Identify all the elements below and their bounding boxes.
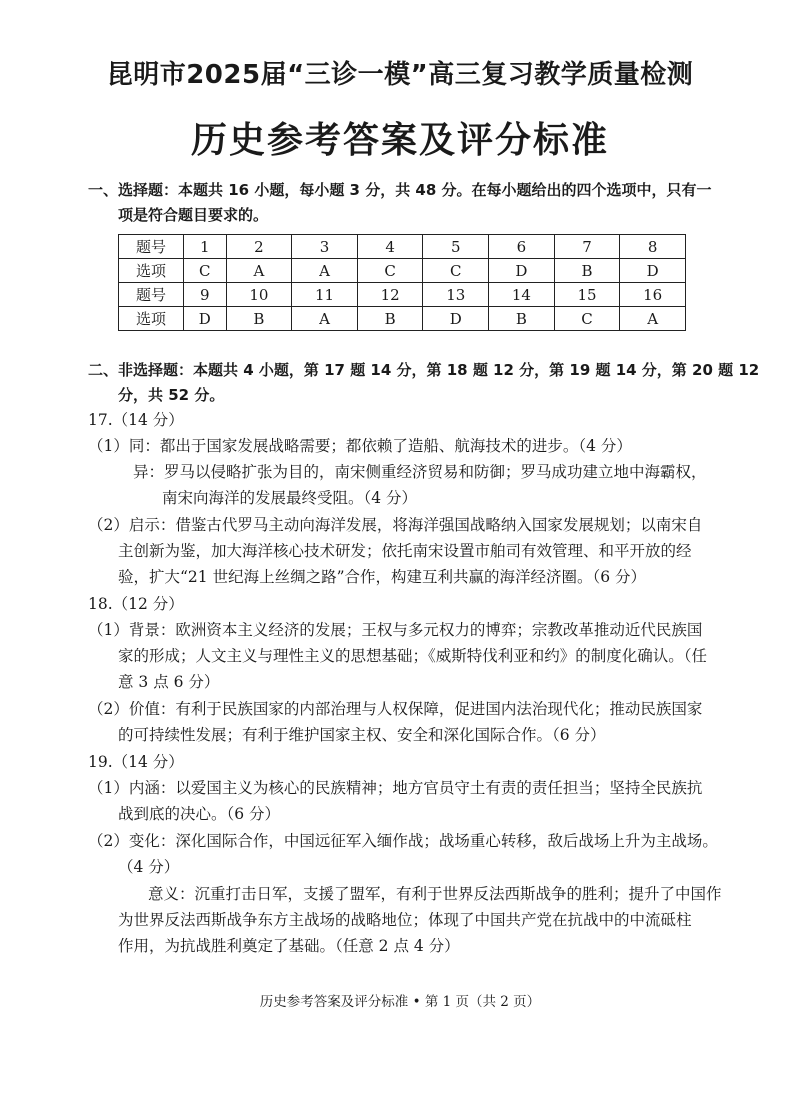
table-cell: C xyxy=(423,259,489,283)
q19-part1-line1: （1）内涵：以爱国主义为核心的民族精神；地方官员守土有责的责任担当；坚持全民族抗 xyxy=(88,779,703,797)
table-cell: 15 xyxy=(554,283,620,307)
table-cell: B xyxy=(489,307,555,331)
table-cell: D xyxy=(620,259,686,283)
q17-part2-line2: 主创新为鉴，加大海洋核心技术研发；依托南宋设置市舶司有效管理、和平开放的经 xyxy=(118,542,692,560)
document-title: 历史参考答案及评分标准 xyxy=(190,120,609,161)
table-cell: A xyxy=(292,307,358,331)
table-cell: A xyxy=(620,307,686,331)
table-cell: B xyxy=(357,307,423,331)
table-cell: 6 xyxy=(489,235,555,259)
table-cell: 13 xyxy=(423,283,489,307)
table-cell: 4 xyxy=(357,235,423,259)
q19-part1-line2: 战到底的决心。（6 分） xyxy=(118,805,281,823)
table-row xyxy=(119,283,686,307)
table-cell: C xyxy=(184,259,227,283)
table-cell: C xyxy=(357,259,423,283)
table-cell: D xyxy=(423,307,489,331)
q17-part1-line3: 南宋向海洋的发展最终受阻。（4 分） xyxy=(162,489,418,507)
table-cell: 10 xyxy=(226,283,292,307)
q19-title: 19.（14 分） xyxy=(88,753,184,771)
table-row xyxy=(119,259,686,283)
table-cell: 1 xyxy=(184,235,227,259)
section2-heading-line2: 分，共 52 分。 xyxy=(118,386,225,404)
table-cell: 3 xyxy=(292,235,358,259)
table-cell: 7 xyxy=(554,235,620,259)
page-footer: 历史参考答案及评分标准 • 第 1 页（共 2 页） xyxy=(259,994,541,1010)
table-cell: 9 xyxy=(184,283,227,307)
q19-part3-line2: 为世界反法西斯战争东方主战场的战略地位；体现了中国共产党在抗战中的中流砥柱 xyxy=(118,911,692,929)
q17-part2-line1: （2）启示：借鉴古代罗马主动向海洋发展，将海洋强国战略纳入国家发展规划；以南宋自 xyxy=(88,516,703,534)
q19-part3-line1: 意义：沉重打击日军，支援了盟军，有利于世界反法西斯战争的胜利；提升了中国作 xyxy=(148,885,722,903)
q17-part1-line1: （1）同：都出于国家发展战略需要；都依赖了造船、航海技术的进步。（4 分） xyxy=(88,437,632,455)
q18-part2-line2: 的可持续性发展；有利于维护国家主权、安全和深化国际合作。（6 分） xyxy=(118,726,606,744)
table-cell: A xyxy=(226,259,292,283)
table-cell: C xyxy=(554,307,620,331)
q18-part2-line1: （2）价值：有利于民族国家的内部治理与人权保障，促进国内法治现代化；推动民族国家 xyxy=(88,700,703,718)
table-cell: 5 xyxy=(423,235,489,259)
table-cell: B xyxy=(554,259,620,283)
table-cell: 16 xyxy=(620,283,686,307)
exam-title: 昆明市2025届“三诊一模”高三复习教学质量检测 xyxy=(106,60,694,90)
table-cell: 11 xyxy=(292,283,358,307)
q18-part1-line3: 意 3 点 6 分） xyxy=(118,673,220,691)
section2-heading-line1: 二、非选择题：本题共 4 小题，第 17 题 14 分，第 18 题 12 分，第 19 题 14 分，第 20 题 12 xyxy=(88,361,760,379)
table-cell: 14 xyxy=(489,283,555,307)
q18-part1-line1: （1）背景：欧洲资本主义经济的发展；王权与多元权力的博弈；宗教改革推动近代民族国 xyxy=(88,621,703,639)
section1-heading-line1: 一、选择题：本题共 16 小题，每小题 3 分，共 48 分。在每小题给出的四个选项中，只有一 xyxy=(88,181,712,199)
q19-part2-line1: （2）变化：深化国际合作，中国远征军入缅作战；战场重心转移，敌后战场上升为主战场。 xyxy=(88,832,718,850)
table-cell: 2 xyxy=(226,235,292,259)
table-row xyxy=(119,235,686,259)
q17-title: 17.（14 分） xyxy=(88,411,184,429)
table-row xyxy=(119,307,686,331)
table-cell: 选项 xyxy=(119,259,184,283)
q17-part1-line2: 异：罗马以侵略扩张为目的，南宋侧重经济贸易和防御；罗马成功建立地中海霸权， xyxy=(133,463,707,481)
section1-heading-line2: 项是符合题目要求的。 xyxy=(118,206,269,224)
q18-part1-line2: 家的形成；人文主义与理性主义的思想基础；《威斯特伐利亚和约》的制度化确认。（任 xyxy=(118,647,708,665)
table-cell: 题号 xyxy=(119,283,184,307)
q18-title: 18.（12 分） xyxy=(88,595,184,613)
answer-table xyxy=(118,234,686,331)
table-cell: D xyxy=(489,259,555,283)
table-cell: D xyxy=(184,307,227,331)
table-cell: 选项 xyxy=(119,307,184,331)
q19-part3-line3: 作用，为抗战胜利奠定了基础。（任意 2 点 4 分） xyxy=(118,937,460,955)
table-cell: A xyxy=(292,259,358,283)
table-cell: 8 xyxy=(620,235,686,259)
table-cell: B xyxy=(226,307,292,331)
q19-part2-line2: （4 分） xyxy=(118,858,180,876)
q17-part2-line3: 验，扩大“21 世纪海上丝绸之路”合作，构建互利共赢的海洋经济圈。（6 分） xyxy=(118,568,647,586)
table-cell: 题号 xyxy=(119,235,184,259)
table-cell: 12 xyxy=(357,283,423,307)
